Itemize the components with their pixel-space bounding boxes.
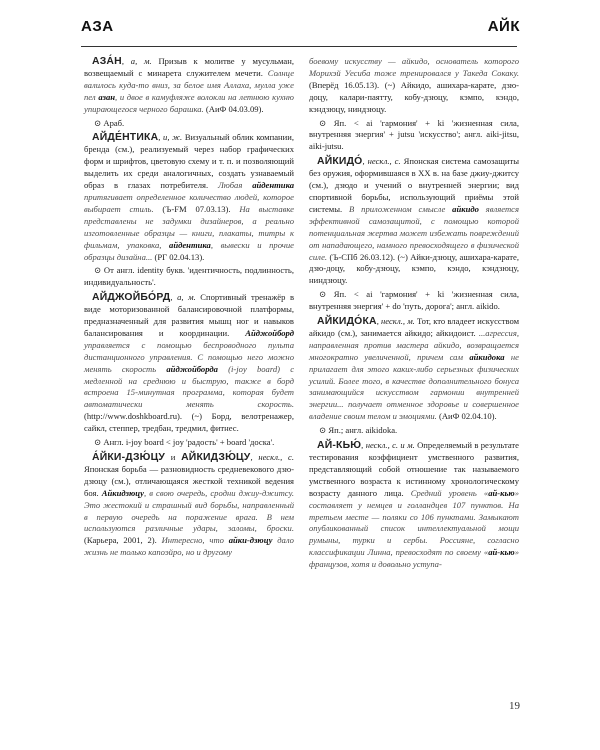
- citation: Солнце валилось куда-то вниз, за белое имя Аллаха, мулла уже пел азан, и двое в камуфляже волокли на летнюю кухню упирающегося черного барашка.: [84, 67, 295, 114]
- citation: Айкидзюцу, в свою очередь, сродни джиу-джитсу. Это жестокий и страшный вид борьбы, направленный в первую очередь на поражение врага. В нем используются различные удары, заломы, броски.: [84, 487, 294, 534]
- highlighted-word: айджойборда: [166, 363, 218, 374]
- headword: АЙ-КЬЮ́: [317, 440, 362, 452]
- highlighted-word: айкидо: [452, 203, 479, 214]
- source: (Карьера, 2001, 2).: [84, 535, 157, 546]
- entry-aikido: АЙКИДО́, нескл., с. Японская система самозащиты без оружия, оформившаяся в ХХ в. на базе джиу-джитсу (см.), дзюдо и учений о внутренней энергии; вид спортивной борьбы, использующий приёмы этой системы. В приложенном смысле айкидо является эффективной самозащитой, с помощью которой потенциальная жертва может избежать повреждений от нападающего, намного превосходящего в физической силе. (Ъ-СПб 26.03.12). (~) Айки-дзюцу, ашихара-карате, дзю-доцу, кобу-дзюцу, кэмпо, кэндо, кэндзюцу, ниндзюцу.: [309, 156, 519, 286]
- headword: АЙКИДО́КА: [317, 316, 377, 328]
- entry-aidzhoibord: АЙДЖОЙБО́РД, а, м. Спортивный тренажёр в виде моторизованной балансировочной платформы, предназначенный для развития мышц ног и навыков балансирования и координации. Айджойборд управляется с помощью беспроводного пульта дистанционного управления. С помощью него можно менять скорость айджойборда (i-joy board) с медленной на среднюю и быструю, также в борд встроена 15-минутная программа, которая будет автоматически менять скорость. (http://www.doshkboard.ru). (~) Борд, велотренажер, сайкл, степпер, тредбан, тредмил, фитнес.: [84, 292, 295, 434]
- entry-azan: АЗА́Н, а, м. Призыв к молитве у мусульман, возвещаемый с минарета служителем мечети. Солнце валилось куда-то вниз, за белое имя Аллаха, мулла уже пел азан, и двое в камуфляже волокли на летнюю кухню упирающегося черного барашка. (АиФ 04.03.09).: [84, 56, 295, 114]
- source: (Ъ-FM 07.03.13).: [162, 203, 231, 214]
- entry-aikidzyutsu: А́ЙКИ-ДЗЮ́ЦУ и АЙКИДЗЮ́ЦУ, нескл., с. Японская борьба — разновидность средневекового дзю-дзюцу (см.), отличающаяся жесткой техникой ведения боя. Айкидзюцу, в свою очередь, сродни джиу-джитсу. Это жестокий и страшный вид борьбы, направленный в первую очередь на поражение врага. В нем используются различные удары, заломы, броски. (Карьера, 2001, 2). Интересно, что айки-дзюцу дало жизнь не только капоэйро, но и другому: [84, 452, 294, 558]
- definition: Японская борьба — разновидность средневекового дзю-дзюцу (см.), отличающаяся жесткой техникой ведения боя.: [84, 463, 294, 498]
- definition: Призыв к молитве у мусульман, возвещаемый с минарета служителем мечети.: [84, 56, 294, 78]
- highlighted-word: азан: [98, 91, 116, 102]
- definition: Визуальный облик компании, бренда (см.), реализуемый через набор графических форм и шрифтов, цветовую схему и т. п. и позволяющий выделить их среди аналогичных, создать узнаваемый образ в глазах потребителя.: [84, 132, 294, 191]
- source: (Ъ-СПб 26.03.12). (~) Айки-дзюцу, ашихара-карате, дзю-доцу, кобу-дзюцу, кэмпо, кэндо, кэндзюцу, ниндзюцу.: [309, 251, 519, 286]
- etymology: ⊙ Яп. < ai 'гармония' + ki 'жизненная сила, внутренняя энергия' + do 'путь, дорога'; англ. aikido.: [309, 289, 519, 312]
- conjunction: и: [170, 452, 176, 462]
- entry-identika: АЙДЕ́НТИКА, и, ж. Визуальный облик компании, бренда (см.), реализуемый через набор графических форм и шрифтов, цветовую схему и т. п. и позволяющий выделить их среди аналогичных, создать узнаваемый образ в глазах потребителя. Любая айдентика притягивает определенное количество людей, которое выбирает стиль. (Ъ-FM 07.03.13). На выставке представлены не задумки дизайнеров, а реально изготовленные образцы — книги, плакаты, титры к фильмам, упаковка, айдентика, вывески и прочие образцы дизайна... (РГ 02.04.13).: [84, 132, 295, 262]
- source: (http://www.doshkboard.ru). (~) Борд, велотренажер, сайкл, степпер, тредбан, тредмил, фитнес.: [84, 411, 294, 434]
- entry-aikidoka: АЙКИДО́КА, нескл., м. Тот, кто владеет искусством айкидо (см.), занимается айкидо; айкидоист. ...агрессия, направленная против мастера айкидо, возвращается многократно увеличенной, причем сам айкидока не прилагает для этого каких-либо серьезных физических усилий. Более того, в качестве дополнительного бонуса занимающийся искусством гармонии внутренней энергии... получает отменное здоровье и совершенное владение своим телом и эмоциями. (АиФ 02.04.10).: [309, 316, 520, 422]
- grammar-label: нескл., м.: [381, 316, 415, 327]
- grammar-label: и, ж.: [163, 132, 183, 143]
- headword: АЙДЖОЙБО́РД: [92, 292, 171, 304]
- source: (Вперёд 16.05.13). (~) Айкидо, ашихара-карате, дзю-доцу, калари-паятту, кобу-дзюцу, кэмпо, кэндо, кэндзюцу, ниндзюцу.: [309, 79, 519, 114]
- entry-continuation: [309, 56, 519, 116]
- left-column: [84, 56, 294, 561]
- running-head-right: АЙК: [487, 18, 520, 35]
- etymology: ⊙ Яп.; англ. aikidoka.: [319, 425, 398, 436]
- right-column: [309, 56, 519, 573]
- citation: боевому искусству — айкидо, основатель которого Морихэй Уесиба тоже тренировался у Такеда Сокаку.: [309, 56, 519, 78]
- source: (АиФ 02.04.10).: [438, 411, 497, 422]
- headword: А́ЙКИ-ДЗЮ́ЦУ: [92, 452, 166, 463]
- headword: АЙКИДО́: [317, 156, 363, 168]
- page-number: 19: [509, 700, 520, 712]
- grammar-label: нескл., с.: [367, 156, 401, 167]
- headword-variant: АЙКИДЗЮ́ЦУ: [181, 452, 251, 463]
- highlighted-word: айдентика: [252, 180, 295, 191]
- grammar-label: нескл., с.: [258, 452, 294, 462]
- grammar-label: а, м.: [130, 56, 152, 66]
- highlighted-word: ай-кью: [488, 487, 515, 498]
- source: (АиФ 04.03.09).: [205, 103, 264, 114]
- citation: Любая айдентика притягивает определенное количество людей, которое выбирает стиль.: [84, 180, 295, 214]
- citation: ...агрессия, направленная против мастера айкидо, возвращается многократно увеличенной, причем сам айкидока не прилагает для этого каких-либо серьезных физических усилий. Более того, в качестве дополнительного бонуса занимающийся искусством гармонии внутренней энергии... получает отменное здоровье и совершенное владение своим телом и эмоциями.: [309, 327, 519, 422]
- source: (РГ 02.04.13).: [154, 251, 205, 262]
- definition: Тот, кто владеет искусством айкидо (см.), занимается айкидо; айкидоист.: [309, 316, 520, 338]
- etymology: ⊙ Араб.: [94, 117, 125, 128]
- citation: Интересно, что айки-дзюцу дало жизнь не только капоэйро, но и другому: [84, 535, 294, 558]
- definition: Определяемый в результате тестирования коэффициент умственного развития, представляющий собой отношение так называемого умственного возраста к истинному хронологическому возрасту данного лица.: [309, 440, 519, 498]
- citation: Средний уровень «ай-кью» составляет у немцев и голландцев 107 пунктов. На третьем месте — поляки со 106 пунктами. Замыкают опубликованный список интеллектуальной мощи румыны, турки и сербы. Россияне, согласно классификации Линна, превосходят по своему «ай-кью» французов, хотя и довольно уступа-: [309, 487, 519, 570]
- highlighted-word: Айджойборд: [245, 327, 295, 338]
- etymology: ⊙ Англ. i-joy board < joy 'радость' + board 'доска'.: [94, 437, 275, 448]
- highlighted-word: айкидока: [469, 351, 505, 362]
- headword: АЙДЕ́НТИКА: [92, 132, 159, 144]
- citation: В приложенном смысле айкидо является эффективной самозащитой, с помощью которой потенциальная жертва может избежать повреждений от нападающего, намного превосходящего в физической силе.: [309, 203, 519, 262]
- citation: Айджойборд управляется с помощью беспроводного пульта дистанционного управления. С помощью него можно менять скорость айджойборда (i-joy board) с медленной на среднюю и быструю, также в борд встроена 15-минутная программа, которая будет автоматически менять скорость.: [84, 327, 295, 410]
- etymology: ⊙ Яп. < ai 'гармония' + ki 'жизненная сила, внутренняя энергия' + jutsu 'искусство'; англ. aiki-jitsu, aiki-jutsu.: [309, 117, 519, 152]
- citation: На выставке представлены не задумки дизайнеров, а реально изготовленные образцы — книги, плакаты, титры к фильмам, упаковка, айдентика, вывески и прочие образцы дизайна...: [84, 203, 295, 262]
- grammar-label: а, м.: [177, 292, 196, 303]
- header-rule: [81, 46, 517, 47]
- headword: АЗА́Н: [92, 56, 122, 67]
- grammar-label: нескл., с. и м.: [365, 440, 415, 451]
- entry-aikyu: АЙ-КЬЮ́, нескл., с. и м. Определяемый в результате тестирования коэффициент умственного развития, представляющий собой отношение так называемого умственного возраста к истинному хронологическому возрасту данного лица. Средний уровень «ай-кью» составляет у немцев и голландцев 107 пунктов. На третьем месте — поляки со 106 пунктами. Замыкают опубликованный список интеллектуальной мощи румыны, турки и сербы. Россияне, согласно классификации Линна, превосходят по своему «ай-кью» французов, хотя и довольно уступа-: [309, 440, 519, 570]
- highlighted-word: Айкидзюцу: [101, 487, 144, 498]
- definition: Спортивный тренажёр в виде моторизованной балансировочной платформы, предназначенный для развития мышц ног и навыков балансирования и координации.: [84, 292, 294, 338]
- highlighted-word: ай-кью: [488, 547, 515, 558]
- running-head-left: АЗА: [81, 18, 114, 35]
- etymology: ⊙ От англ. identity букв. 'идентичность, подлинность, индивидуальность'.: [84, 265, 294, 288]
- highlighted-word: айдентика: [169, 239, 211, 250]
- highlighted-word: айки-дзюцу: [228, 535, 273, 546]
- definition: Японская система самозащиты без оружия, оформившаяся в ХХ в. на базе джиу-джитсу (см.), дзюдо и учений о внутренней энергии; вид спортивной борьбы, использующий приёмы этой системы.: [309, 156, 519, 214]
